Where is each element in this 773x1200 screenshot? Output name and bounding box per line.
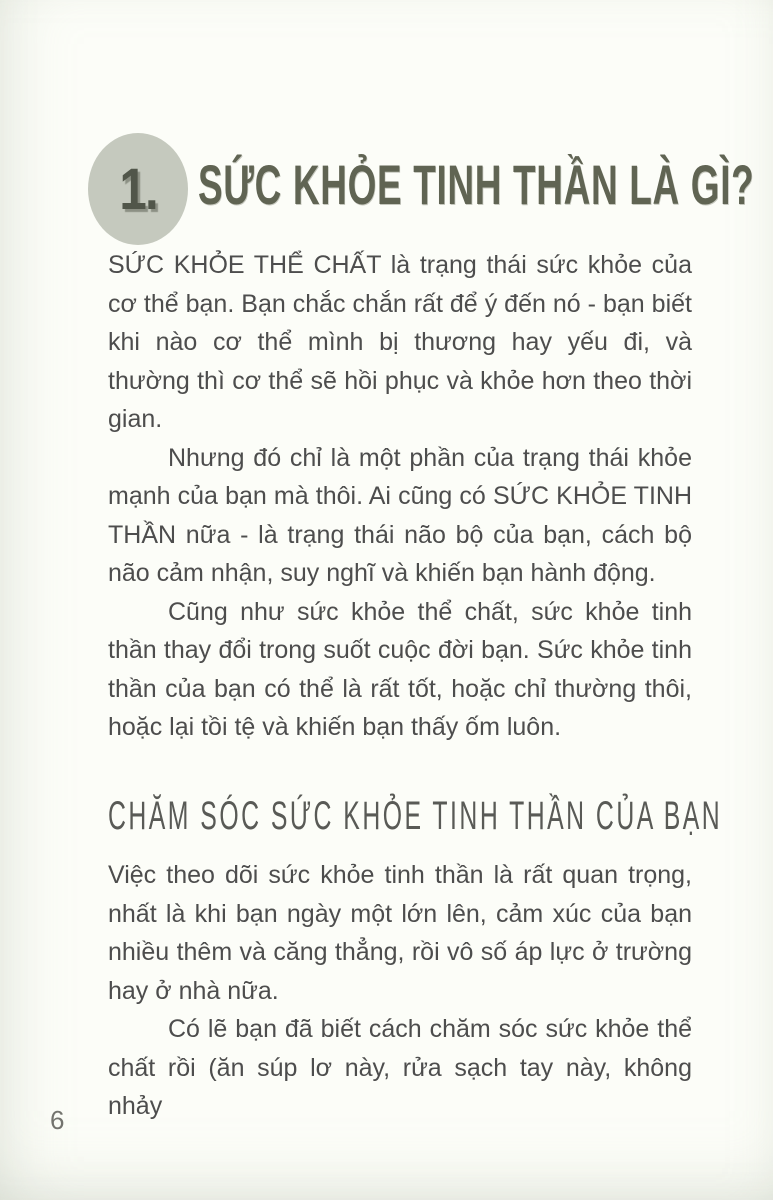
chapter-number-badge: [88, 133, 188, 245]
intro-paragraph-2: Nhưng đó chỉ là một phần của trạng thái khỏe mạnh của bạn mà thôi. Ai cũng có SỨC KHỎE TINH THẦN nữa - là trạng thái não bộ của bạn, cách bộ não cảm nhận, suy nghĩ và khiến bạn hành động.: [108, 443, 692, 587]
section-paragraph-2: Có lẽ bạn đã biết cách chăm sóc sức khỏe thể chất rồi (ăn súp lơ này, rửa sạch tay này, không nhảy: [108, 1015, 692, 1120]
section-paragraph-1: Việc theo dõi sức khỏe tinh thần là rất quan trọng, nhất là khi bạn ngày một lớn lên, cảm xúc của bạn nhiều thêm và căng thẳng, rồi vô số áp lực ở trường hay ở nhà nữa.: [108, 861, 692, 1005]
page-number: 6: [50, 1105, 65, 1135]
intro-paragraph-1: SỨC KHỎE THỂ CHẤT là trạng thái sức khỏe của cơ thể bạn. Bạn chắc chắn rất để ý đến nó - bạn biết khi nào cơ thể mình bị thương hay yếu đi, và thường thì cơ thể sẽ hồi phục và khỏe hơn theo thời gian.: [108, 251, 692, 433]
chapter-title: SỨC KHỎE TINH THẦN LÀ GÌ?: [198, 153, 755, 216]
intro-paragraph-3: Cũng như sức khỏe thể chất, sức khỏe tinh thần thay đổi trong suốt cuộc đời bạn. Sức khỏe tinh thần của bạn có thể là rất tốt, hoặc chỉ thường thôi, hoặc lại tồi tệ và khiến bạn thấy ốm luôn.: [108, 597, 692, 741]
page-content: [108, 246, 723, 1126]
chapter-number: 1.: [119, 156, 157, 222]
section-heading: CHĂM SÓC SỨC KHỎE TINH THẦN CỦA BẠN: [108, 793, 723, 838]
